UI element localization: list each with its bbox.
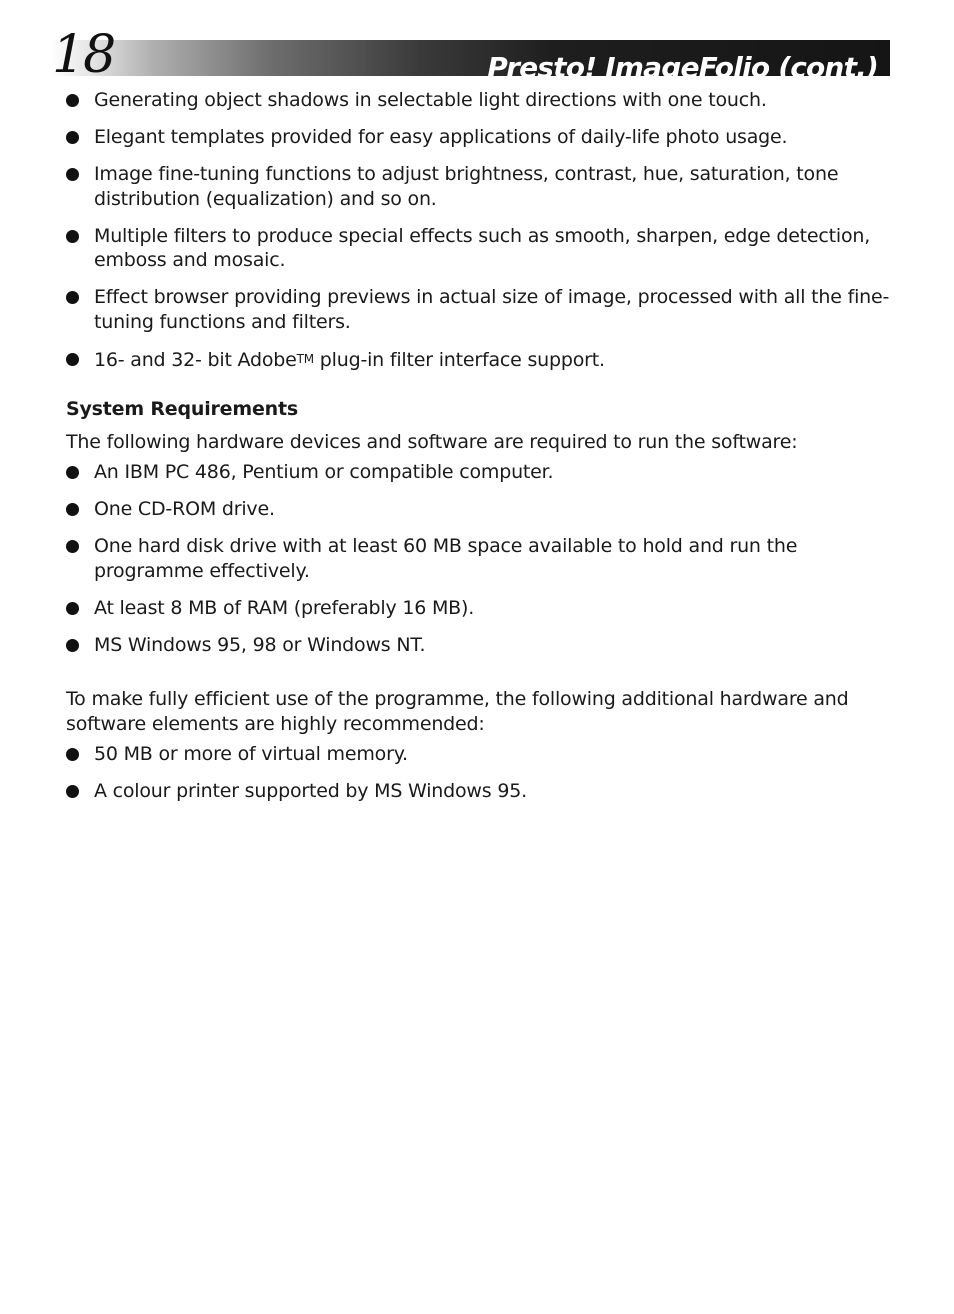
bullet-icon — [66, 503, 79, 516]
list-item-text: One hard disk drive with at least 60 MB space available to hold and run the programme effectively. — [94, 535, 798, 582]
recommended-intro: To make fully efficient use of the programme, the following additional hardware and software elements are highly recommended: — [66, 688, 849, 735]
requirements-list — [66, 460, 892, 657]
bullet-icon — [66, 94, 79, 107]
system-requirements-intro: The following hardware devices and software are required to run the software: — [66, 430, 798, 453]
bullet-icon — [66, 748, 79, 761]
bullet-icon — [66, 540, 79, 553]
list-item — [66, 285, 892, 334]
list-item-text: At least 8 MB of RAM (preferably 16 MB). — [94, 596, 475, 619]
bullet-icon — [66, 353, 79, 366]
list-item-text: A colour printer supported by MS Windows 95. — [94, 780, 527, 802]
page-header — [52, 25, 892, 85]
list-item-text: Generating object shadows in selectable light directions with one touch. — [94, 89, 767, 111]
bullet-icon — [66, 168, 79, 181]
list-item — [66, 742, 892, 767]
bullet-icon — [66, 785, 79, 798]
bullet-icon — [66, 131, 79, 144]
list-item-text: Elegant templates provided for easy applications of daily-life photo usage. — [94, 126, 788, 148]
list-item-text: An IBM PC 486, Pentium or compatible computer. — [94, 461, 554, 483]
list-item — [66, 596, 892, 621]
bullet-icon — [66, 230, 79, 243]
list-item-text: Effect browser providing previews in actual size of image, processed with all the fine-tuning functions and filters. — [94, 286, 890, 333]
adobe-text-after: plug-in filter interface support. — [313, 348, 605, 371]
list-item — [66, 460, 892, 485]
page-number: 18 — [52, 25, 115, 85]
page-title: Presto! ImageFolio (cont.) — [487, 51, 878, 84]
bullet-icon — [66, 291, 79, 304]
section-heading-system-requirements: System Requirements — [66, 398, 298, 420]
bullet-icon — [66, 639, 79, 652]
list-item — [66, 162, 892, 211]
list-item — [66, 779, 892, 804]
adobe-text-before: 16- and 32- bit Adobe — [94, 348, 297, 371]
list-item — [66, 125, 892, 150]
recommended-list — [66, 742, 892, 804]
list-item-text: Multiple filters to produce special effects such as smooth, sharpen, edge detection, emboss and mosaic. — [94, 224, 871, 271]
list-item-text: Image fine-tuning functions to adjust brightness, contrast, hue, saturation, tone distribution (equalization) and so on. — [94, 163, 839, 210]
feature-list — [66, 88, 892, 372]
list-item — [66, 534, 892, 583]
list-item — [66, 633, 892, 658]
trademark-symbol: TM — [296, 351, 314, 366]
bullet-icon — [66, 466, 79, 479]
list-item — [66, 88, 892, 113]
bullet-icon — [66, 602, 79, 615]
list-item-text: 50 MB or more of virtual memory. — [94, 743, 408, 765]
list-item — [66, 224, 892, 273]
list-item-text: One CD-ROM drive. — [94, 498, 275, 520]
list-item-text: MS Windows 95, 98 or Windows NT. — [94, 633, 426, 656]
page-content — [66, 88, 892, 816]
list-item — [66, 347, 892, 373]
list-item — [66, 497, 892, 522]
header-gradient-bar — [52, 40, 890, 84]
